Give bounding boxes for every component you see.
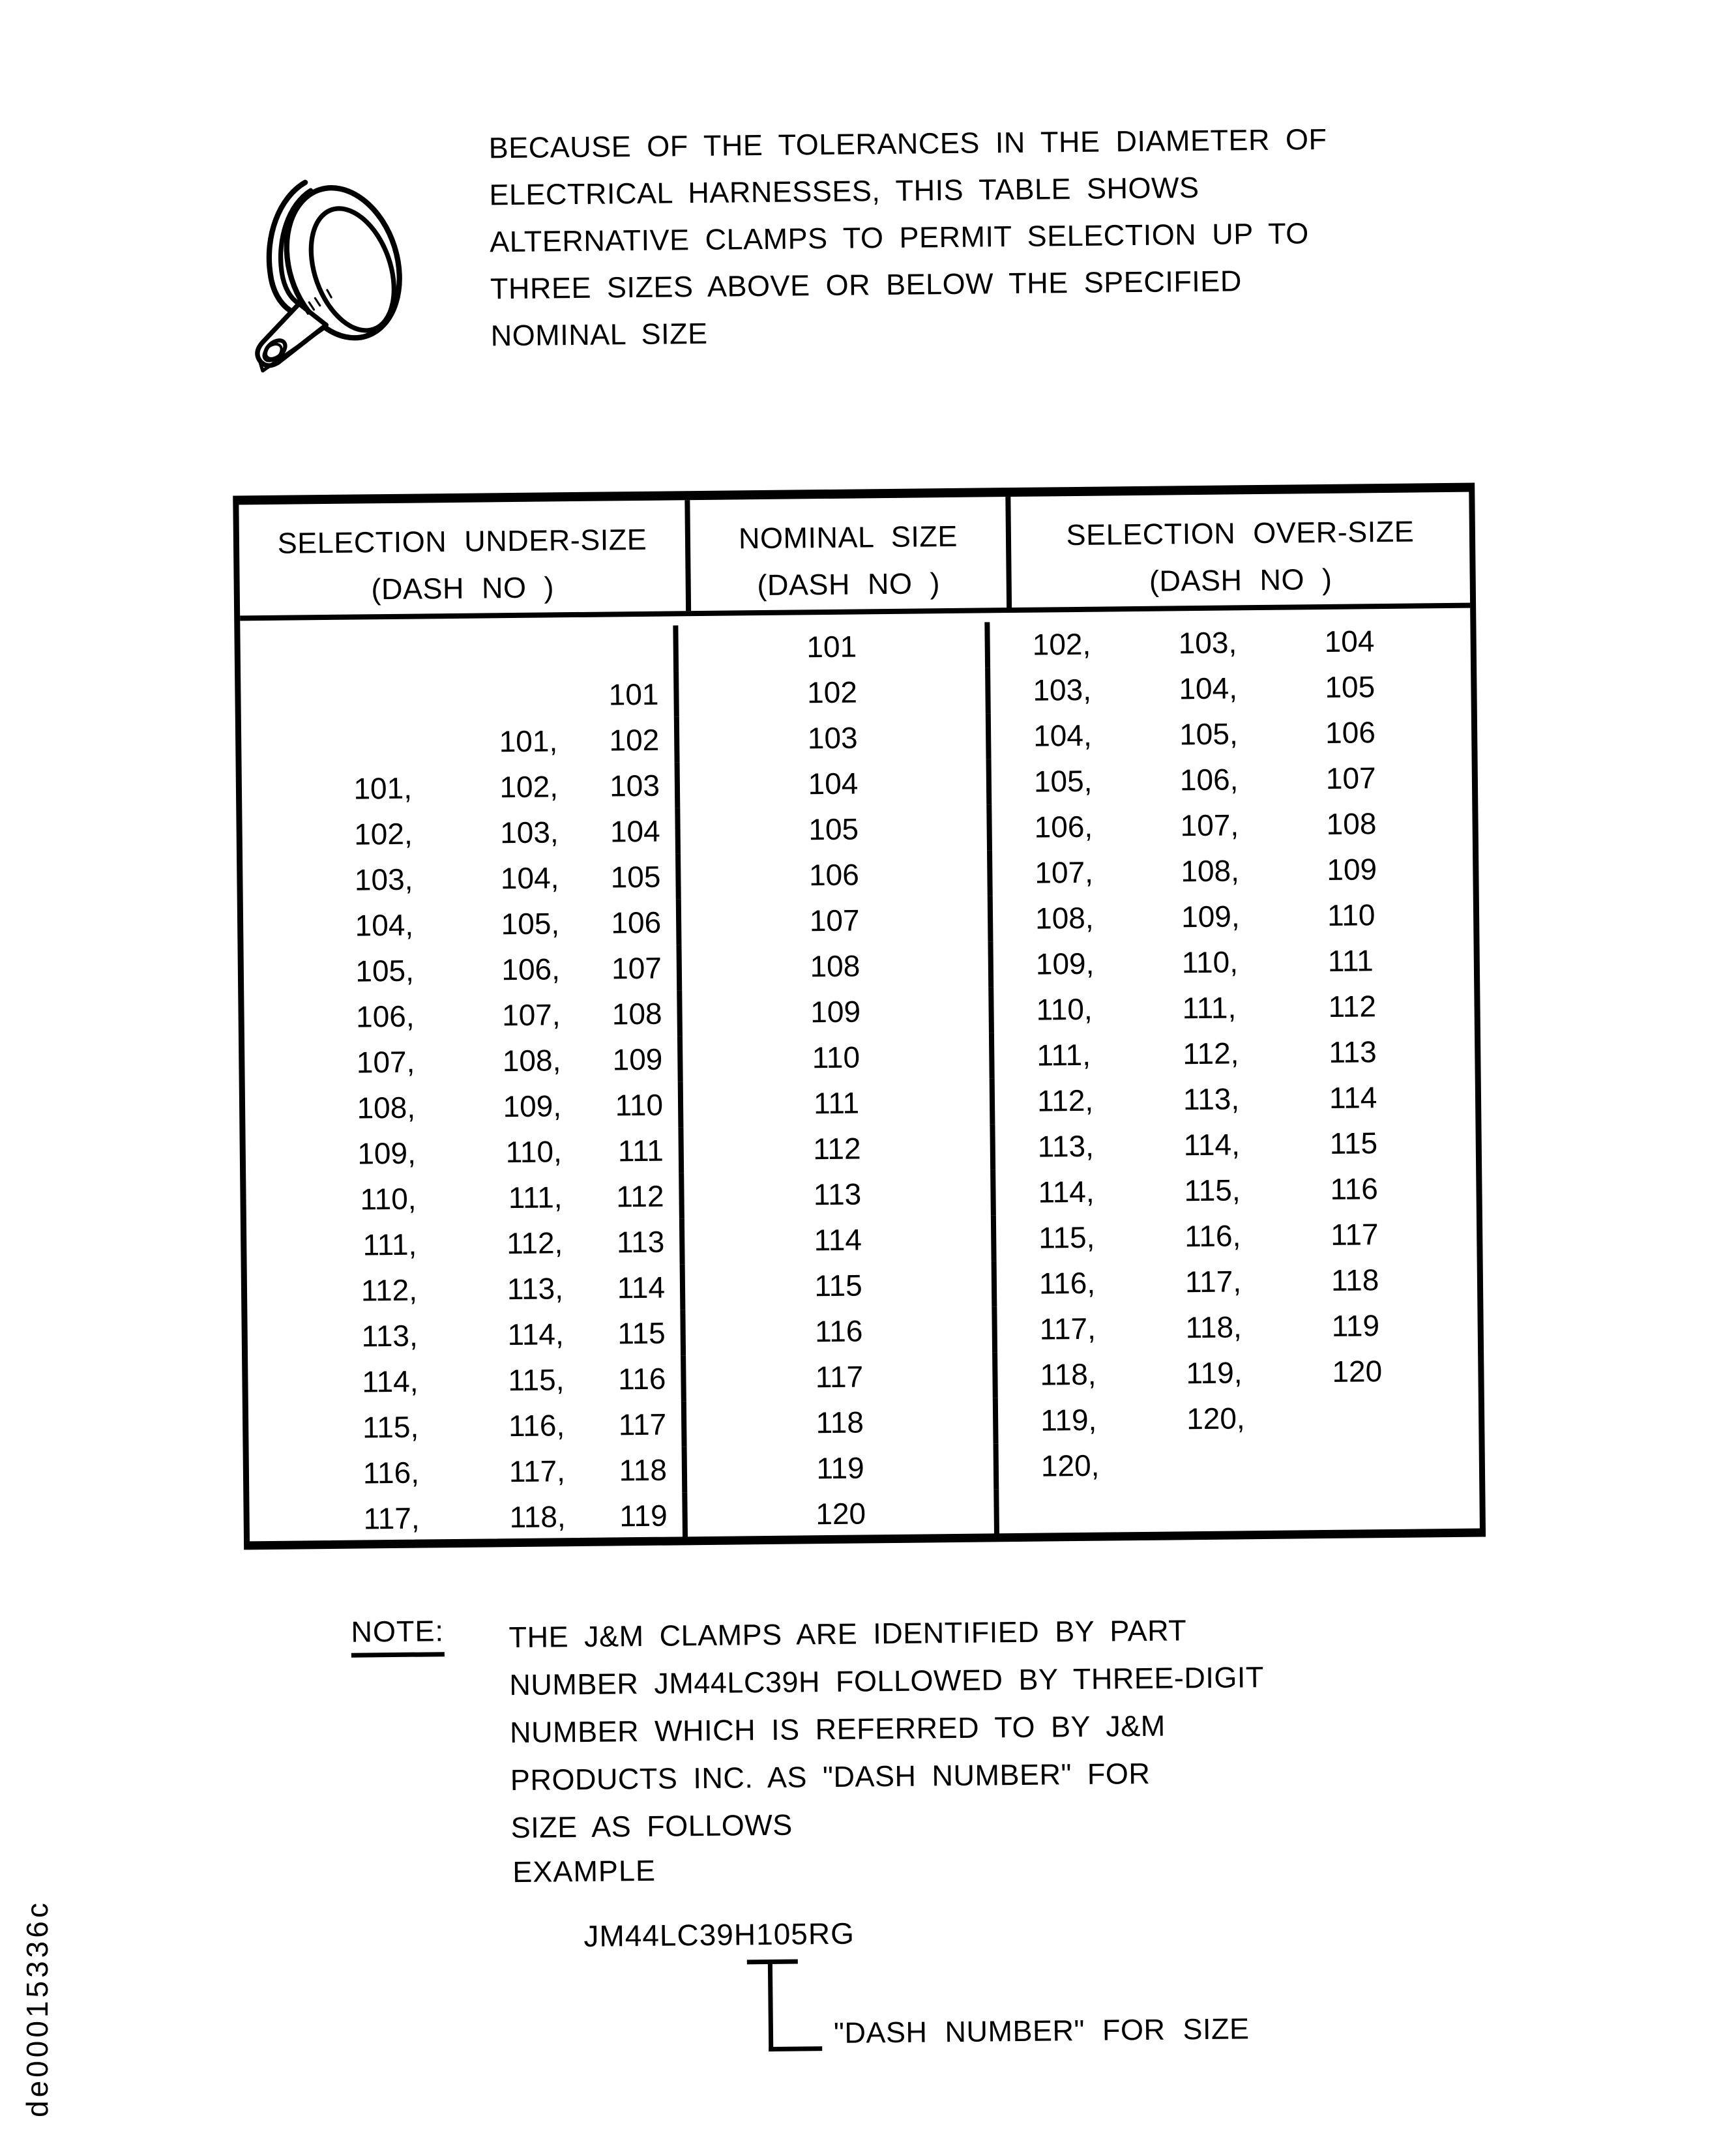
nominal-size-cell: 107 bbox=[681, 896, 993, 945]
header-under-size-title: SELECTION UNDER-SIZE bbox=[277, 522, 647, 560]
note-line: THE J&M CLAMPS ARE IDENTIFIED BY PART bbox=[508, 1613, 1187, 1654]
over-size-value-2: 106, bbox=[1179, 762, 1239, 797]
under-size-cell bbox=[243, 853, 681, 904]
over-size-value-2: 120, bbox=[1186, 1401, 1245, 1436]
over-size-cell bbox=[995, 1074, 1476, 1124]
nominal-size-cell: 118 bbox=[686, 1398, 999, 1447]
note-line: NUMBER WHICH IS REFERRED TO BY J&M bbox=[509, 1709, 1166, 1750]
dash-number-callout: "DASH NUMBER" FOR SIZE bbox=[833, 2012, 1250, 2050]
nominal-size-cell: 116 bbox=[685, 1306, 997, 1355]
part-number-prefix: JM44LC39H bbox=[583, 1917, 757, 1953]
under-size-value-1: 112, bbox=[360, 1272, 418, 1308]
over-size-value-3: 110 bbox=[1327, 898, 1376, 932]
over-size-value-3: 118 bbox=[1331, 1263, 1379, 1297]
under-size-value-1: 107, bbox=[356, 1044, 415, 1080]
under-size-value-1: 116, bbox=[362, 1455, 420, 1490]
under-size-value-1: 110, bbox=[360, 1181, 417, 1216]
callout-leader-arm bbox=[769, 2046, 822, 2051]
under-size-cell bbox=[246, 1173, 684, 1223]
under-size-value-3: 105 bbox=[610, 859, 661, 894]
under-size-cell bbox=[244, 990, 683, 1040]
under-size-value-1: 106, bbox=[355, 999, 415, 1034]
over-size-value-1: 119, bbox=[1040, 1402, 1097, 1437]
over-size-value-2: 108, bbox=[1181, 853, 1240, 889]
over-size-value-3: 120 bbox=[1332, 1354, 1383, 1389]
over-size-value-1: 116, bbox=[1038, 1265, 1096, 1301]
over-size-value-3: 117 bbox=[1330, 1217, 1379, 1252]
over-size-cell bbox=[990, 663, 1471, 714]
over-size-cell bbox=[991, 709, 1472, 759]
under-size-value-2: 108, bbox=[502, 1043, 561, 1078]
under-size-value-3: 116 bbox=[617, 1361, 666, 1396]
over-size-value-2: 114, bbox=[1183, 1127, 1241, 1162]
over-size-cell bbox=[994, 1028, 1475, 1079]
over-size-value-2: 105, bbox=[1179, 716, 1238, 752]
under-size-value-2: 117, bbox=[508, 1454, 566, 1489]
under-size-value-2: 114, bbox=[507, 1317, 565, 1352]
over-size-value-1: 118, bbox=[1040, 1357, 1096, 1392]
nominal-size-cell: 111 bbox=[683, 1078, 995, 1127]
over-size-value-2: 117, bbox=[1184, 1264, 1242, 1299]
under-size-value-3: 111 bbox=[617, 1133, 664, 1168]
over-size-cell bbox=[996, 1211, 1477, 1261]
under-size-value-2 bbox=[411, 672, 557, 719]
nominal-size-cell: 104 bbox=[680, 759, 992, 808]
under-size-cell bbox=[245, 1127, 684, 1177]
under-size-value-2 bbox=[410, 626, 557, 673]
over-size-value-3 bbox=[1332, 1393, 1479, 1440]
header-nominal-size-title: NOMINAL SIZE bbox=[738, 519, 958, 555]
under-size-value-2: 103, bbox=[499, 815, 559, 850]
nominal-size-cell: 102 bbox=[679, 668, 991, 716]
note-line: NUMBER JM44LC39H FOLLOWED BY THREE-DIGIT bbox=[509, 1660, 1265, 1702]
over-size-value-1: 109, bbox=[1035, 946, 1095, 981]
watermark-code: de00015336c bbox=[20, 1900, 54, 2117]
over-size-value-3: 115 bbox=[1329, 1126, 1378, 1160]
callout-leader-stem bbox=[768, 1960, 773, 2051]
over-size-value-1: 117, bbox=[1039, 1311, 1096, 1346]
header-over-size-title: SELECTION OVER-SIZE bbox=[1066, 514, 1415, 552]
over-size-cell bbox=[997, 1302, 1478, 1353]
under-size-value-3: 113 bbox=[616, 1224, 665, 1259]
under-size-value-1: 115, bbox=[362, 1409, 419, 1445]
under-size-value-3: 114 bbox=[617, 1270, 666, 1305]
nominal-size-cell: 105 bbox=[680, 804, 992, 853]
under-size-value-2: 110, bbox=[505, 1134, 563, 1169]
over-size-value-2: 104, bbox=[1179, 671, 1238, 706]
note-line: SIZE AS FOLLOWS bbox=[510, 1808, 793, 1845]
over-size-value-1: 107, bbox=[1035, 855, 1094, 890]
under-size-value-3: 104 bbox=[610, 814, 660, 849]
under-size-cell bbox=[243, 899, 682, 949]
under-size-value-3: 109 bbox=[612, 1042, 663, 1077]
under-size-value-2: 109, bbox=[503, 1089, 562, 1124]
over-size-value-3: 107 bbox=[1325, 761, 1376, 795]
under-size-value-1: 104, bbox=[355, 907, 414, 943]
over-size-value-1: 102, bbox=[1032, 626, 1091, 662]
under-size-value-1: 103, bbox=[354, 862, 413, 897]
header-over-size bbox=[1010, 492, 1470, 608]
over-size-cell bbox=[993, 937, 1474, 988]
over-size-value-3: 109 bbox=[1327, 852, 1377, 887]
over-size-cell bbox=[997, 1256, 1478, 1307]
over-size-value-2 bbox=[1187, 1440, 1334, 1487]
part-number-dash: 105 bbox=[756, 1917, 809, 1952]
under-size-value-1 bbox=[241, 720, 412, 767]
intro-line: ELECTRICAL HARNESSES, THIS TABLE SHOWS bbox=[489, 170, 1199, 212]
under-size-value-3: 118 bbox=[619, 1452, 668, 1488]
over-size-value-3 bbox=[1333, 1484, 1480, 1531]
under-size-cell bbox=[247, 1264, 686, 1314]
intro-line: NOMINAL SIZE bbox=[490, 316, 708, 353]
over-size-value-2: 109, bbox=[1181, 899, 1240, 934]
under-size-cell bbox=[242, 762, 681, 812]
nominal-size-cell: 110 bbox=[683, 1033, 995, 1081]
under-size-cell bbox=[249, 1492, 688, 1542]
nominal-size-cell: 103 bbox=[679, 713, 992, 762]
over-size-value-1: 115, bbox=[1038, 1220, 1095, 1255]
over-size-value-2: 119, bbox=[1186, 1355, 1243, 1390]
over-size-cell bbox=[999, 1484, 1480, 1535]
example-part-number bbox=[583, 1916, 855, 1954]
over-size-value-2: 107, bbox=[1180, 808, 1239, 843]
table-header-row bbox=[239, 492, 1470, 621]
part-number-suffix: RG bbox=[808, 1916, 855, 1951]
under-size-cell bbox=[248, 1401, 687, 1451]
under-size-value-3: 112 bbox=[615, 1179, 664, 1214]
under-size-value-1: 117, bbox=[363, 1501, 420, 1536]
over-size-value-3: 116 bbox=[1330, 1171, 1379, 1206]
under-size-cell bbox=[247, 1310, 686, 1360]
over-size-value-1: 106, bbox=[1034, 809, 1093, 844]
nominal-size-cell: 113 bbox=[684, 1169, 996, 1218]
under-size-value-3: 106 bbox=[611, 905, 662, 940]
under-size-value-2: 107, bbox=[501, 997, 561, 1033]
under-size-value-2: 116, bbox=[508, 1408, 565, 1443]
over-size-value-1: 108, bbox=[1035, 900, 1094, 935]
under-size-cell bbox=[244, 1036, 683, 1086]
over-size-value-1: 120, bbox=[1040, 1448, 1100, 1483]
over-size-value-1: 105, bbox=[1033, 763, 1093, 799]
under-size-value-1: 105, bbox=[355, 953, 415, 988]
loop-clamp-illustration bbox=[239, 171, 417, 375]
nominal-size-cell: 117 bbox=[686, 1352, 998, 1401]
over-size-value-2: 113, bbox=[1183, 1081, 1240, 1117]
under-size-value-1: 111, bbox=[362, 1227, 417, 1262]
under-size-value-1 bbox=[241, 674, 411, 722]
nominal-size-cell: 101 bbox=[678, 622, 990, 671]
over-size-value-1: 114, bbox=[1038, 1174, 1095, 1209]
over-size-cell bbox=[998, 1393, 1479, 1444]
header-under-size-subtitle: (DASH NO ) bbox=[371, 570, 555, 606]
dash-number-table bbox=[233, 483, 1486, 1550]
under-size-cell bbox=[241, 671, 679, 721]
over-size-value-1: 113, bbox=[1037, 1128, 1095, 1164]
example-label: EXAMPLE bbox=[512, 1853, 656, 1889]
under-size-value-2: 106, bbox=[501, 952, 561, 987]
under-size-cell bbox=[244, 945, 683, 995]
intro-paragraph bbox=[488, 116, 1329, 359]
over-size-value-1: 111, bbox=[1037, 1037, 1091, 1072]
under-size-value-1: 109, bbox=[357, 1136, 417, 1171]
over-size-value-3: 119 bbox=[1331, 1308, 1380, 1343]
under-size-value-2: 113, bbox=[507, 1271, 564, 1306]
over-size-value-2: 118, bbox=[1185, 1310, 1243, 1345]
over-size-cell bbox=[993, 982, 1475, 1033]
over-size-value-3: 111 bbox=[1327, 943, 1374, 978]
under-size-value-3: 103 bbox=[609, 768, 660, 803]
under-size-value-3: 115 bbox=[617, 1315, 666, 1351]
nominal-size-cell: 108 bbox=[682, 941, 994, 990]
under-size-cell bbox=[249, 1447, 688, 1497]
nominal-size-cell: 120 bbox=[687, 1489, 999, 1538]
under-size-cell bbox=[240, 625, 679, 675]
under-size-cell bbox=[245, 1081, 684, 1132]
over-size-value-1: 110, bbox=[1036, 992, 1093, 1027]
over-size-cell bbox=[992, 845, 1473, 896]
over-size-value-3: 105 bbox=[1325, 669, 1376, 704]
under-size-value-2: 112, bbox=[506, 1226, 563, 1261]
table-body bbox=[240, 608, 1480, 1543]
over-size-value-3: 104 bbox=[1324, 624, 1375, 658]
under-size-value-1: 113, bbox=[361, 1318, 419, 1353]
nominal-size-cell: 112 bbox=[684, 1124, 996, 1173]
over-size-value-2: 110, bbox=[1181, 945, 1239, 980]
over-size-value-1: 103, bbox=[1033, 672, 1092, 707]
under-size-value-2: 101, bbox=[499, 724, 558, 759]
under-size-value-3: 107 bbox=[611, 950, 662, 986]
over-size-cell bbox=[992, 800, 1473, 851]
over-size-value-3 bbox=[1333, 1439, 1480, 1486]
header-nominal-size-subtitle: (DASH NO ) bbox=[757, 566, 941, 602]
under-size-value-2: 105, bbox=[501, 906, 560, 941]
nominal-size-cell: 115 bbox=[685, 1261, 997, 1310]
over-size-value-2: 111, bbox=[1182, 990, 1237, 1025]
header-under-size bbox=[239, 500, 691, 615]
over-size-value-3: 106 bbox=[1325, 715, 1376, 750]
over-size-cell bbox=[999, 1439, 1480, 1490]
over-size-cell bbox=[995, 1119, 1476, 1170]
intro-line: BECAUSE OF THE TOLERANCES IN THE DIAMETER OF bbox=[488, 122, 1327, 165]
note-paragraph bbox=[508, 1606, 1265, 1851]
under-size-value-3 bbox=[556, 626, 658, 673]
nominal-size-cell: 106 bbox=[681, 850, 993, 899]
over-size-value-2: 115, bbox=[1184, 1173, 1241, 1208]
header-over-size-subtitle: (DASH NO ) bbox=[1149, 562, 1332, 598]
over-size-cell bbox=[995, 1165, 1477, 1216]
nominal-size-cell: 114 bbox=[684, 1215, 997, 1264]
over-size-value-3: 112 bbox=[1328, 989, 1377, 1023]
over-size-value-3: 113 bbox=[1328, 1035, 1377, 1069]
nominal-size-cell: 119 bbox=[687, 1443, 999, 1492]
over-size-value-2: 112, bbox=[1183, 1036, 1239, 1071]
over-size-value-2 bbox=[1187, 1486, 1334, 1533]
nominal-size-cell: 109 bbox=[682, 987, 994, 1036]
intro-line: THREE SIZES ABOVE OR BELOW THE SPECIFIED bbox=[490, 264, 1243, 306]
note-line: PRODUCTS INC. AS "DASH NUMBER" FOR bbox=[510, 1756, 1151, 1797]
under-size-value-3: 108 bbox=[611, 996, 662, 1031]
over-size-cell bbox=[990, 617, 1471, 668]
under-size-value-2: 111, bbox=[508, 1180, 563, 1215]
under-size-value-1: 102, bbox=[353, 816, 413, 851]
over-size-cell bbox=[997, 1347, 1479, 1398]
under-size-cell bbox=[242, 808, 681, 858]
under-size-value-1: 114, bbox=[362, 1364, 419, 1399]
over-size-value-2: 116, bbox=[1184, 1218, 1241, 1254]
over-size-value-2: 103, bbox=[1178, 625, 1237, 660]
under-size-value-3: 102 bbox=[609, 722, 660, 757]
under-size-value-3: 101 bbox=[608, 677, 659, 712]
note-label: NOTE: bbox=[351, 1614, 444, 1657]
under-size-cell bbox=[248, 1355, 686, 1405]
under-size-value-1 bbox=[240, 628, 411, 676]
over-size-cell bbox=[992, 754, 1473, 805]
under-size-value-2: 115, bbox=[508, 1362, 565, 1398]
over-size-value-3: 114 bbox=[1329, 1080, 1377, 1115]
over-size-cell bbox=[993, 891, 1474, 942]
header-nominal-size bbox=[690, 497, 1012, 611]
under-size-value-2: 118, bbox=[509, 1499, 566, 1535]
under-size-value-3: 110 bbox=[615, 1087, 664, 1123]
under-size-value-3: 117 bbox=[618, 1407, 667, 1442]
under-size-value-3: 119 bbox=[619, 1498, 668, 1533]
under-size-value-2: 102, bbox=[499, 769, 559, 804]
over-size-value-3: 108 bbox=[1326, 806, 1377, 841]
intro-line: ALTERNATIVE CLAMPS TO PERMIT SELECTION UP TO bbox=[489, 216, 1310, 259]
under-size-value-2: 104, bbox=[500, 860, 559, 896]
over-size-value-1: 112, bbox=[1037, 1083, 1094, 1118]
under-size-value-1: 108, bbox=[357, 1090, 416, 1125]
over-size-value-1 bbox=[1041, 1487, 1188, 1534]
under-size-cell bbox=[246, 1218, 685, 1269]
over-size-value-1: 104, bbox=[1033, 718, 1092, 753]
under-size-cell bbox=[241, 716, 680, 767]
under-size-value-1: 101, bbox=[353, 771, 413, 806]
